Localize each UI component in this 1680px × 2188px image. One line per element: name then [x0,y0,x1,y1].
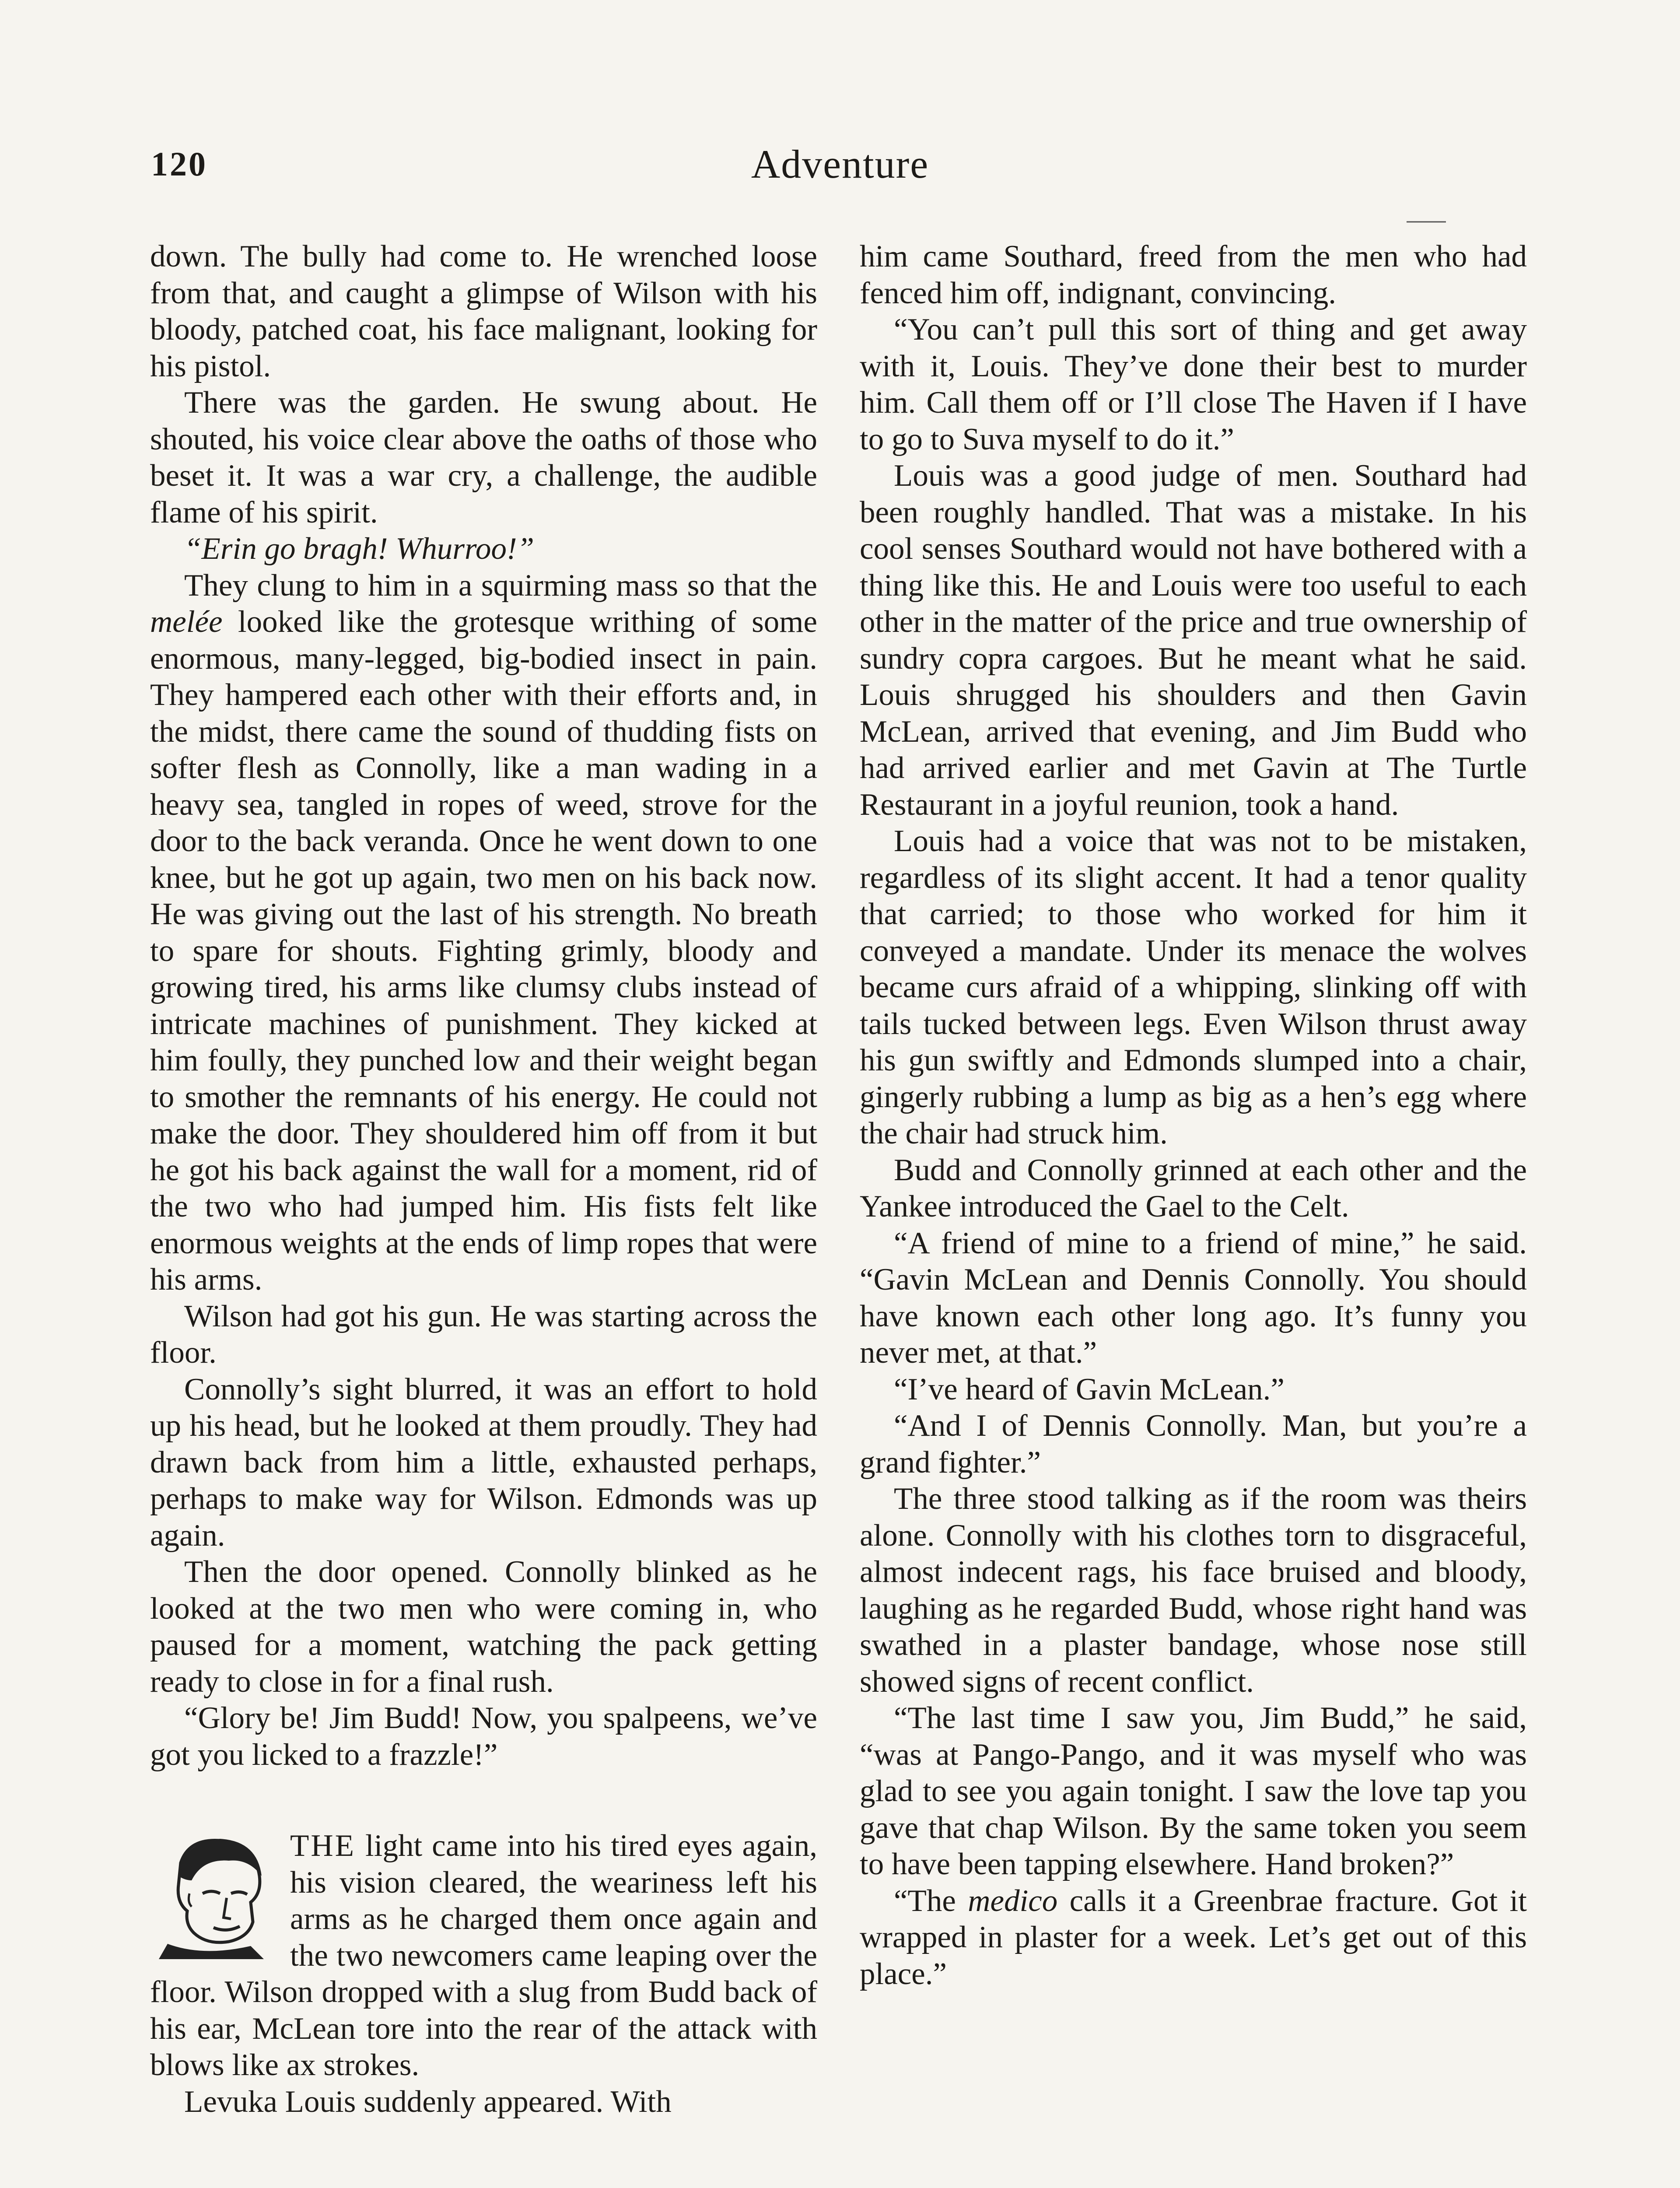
paragraph: The three stood talking as if the room was theirs alone. Connolly with his clothes torn to disgraceful, almost indecent rags, his face bruised and bloody, laughing as he regarded Budd, whose right hand was swathed in a plaster bandage, whose nose still showed signs of recent conflict. [860,1482,1527,1699]
paragraph: him came Southard, freed from the men who had fenced him off, indignant, convincing. [860,239,1527,310]
paragraph: Then the door opened. Connolly blinked as he looked at the two men who were coming in, who paused for a moment, watching the pack getting ready to close in for a final rush. [150,1555,817,1699]
drop-cap-word: THE [290,1829,356,1863]
paragraph: “The last time I saw you, Jim Budd,” he said, “was at Pango-Pango, and it was myself who was glad to see you again tonight. I saw the love tap you gave that chap Wilson. By the same token you seem to have been tapping elsewhere. Hand broken?” [860,1701,1527,1881]
paragraph: Wilson had got his gun. He was starting across the floor. [150,1299,817,1370]
paragraph: “I’ve heard of Gavin McLean.” [894,1372,1284,1406]
paragraph: “You can’t pull this sort of thing and get away with it, Louis. They’ve done their best to murder him. Call them off or I’ll close The Haven if I have to go to Suva myself to do it.” [860,312,1527,456]
section-opening-paragraph: THE light came into his tired eyes again, his vision cleared, the weariness left his arms as he charged them once again and the two newcomers came leaping over the floor. Wilson dropped with a slug from Budd back of his ear, McLean tore into the rear of the attack with blows like ax strokes. [150,1829,817,2082]
italic-word: medico [968,1883,1058,1918]
left-column [150,238,817,2120]
paragraph: “The medico calls it a Greenbrae fracture. Got it wrapped in plaster for a week. Let’s get out of this place.” [860,1883,1527,1991]
battle-cry: “Erin go bragh! Whurroo!” [184,532,535,566]
paragraph: Louis was a good judge of men. Southard had been roughly handled. That was a mistake. In his cool senses Southard would not have bothered with a thing like this. He and Louis were too useful to each other in the matter of the price and true ownership of sundry copra cargoes. But he meant what he said. Louis shrugged his shoulders and then Gavin McLean, arrived that evening, and Jim Budd who had arrived earlier and met Gavin at The Turtle Restaurant in a joyful reunion, took a hand. [860,459,1527,822]
paragraph: “And I of Dennis Connolly. Man, but you’re a grand fighter.” [860,1409,1527,1480]
right-column [860,238,1527,1992]
portrait-illustration [150,1828,281,1964]
paragraph: down. The bully had come to. He wrenched loose from that, and caught a glimpse of Wilson with his bloody, patched coat, his face malignant, looking for his pistol. [150,239,817,383]
paragraph: Budd and Connolly grinned at each other and the Yankee introduced the Gael to the Celt. [860,1153,1527,1224]
paragraph: There was the garden. He swung about. He shouted, his voice clear above the oaths of those who beset it. It was a war cry, a challenge, the audible flame of his spirit. [150,386,817,529]
paragraph [150,531,817,568]
paragraph: “A friend of mine to a friend of mine,” he said. “Gavin McLean and Dennis Connolly. You should have known each other long ago. It’s funny you never met, at that.” [860,1226,1527,1370]
paragraph: Louis had a voice that was not to be mistaken, regardless of its slight accent. It had a tenor quality that carried; to those who worked for him it conveyed a mandate. Under its menace the wolves became curs afraid of a whipping, slinking off with tails tucked between legs. Even Wilson thrust away his gun swiftly and Edmonds slumped into a chair, gingerly rubbing a lump as big as a hen’s egg where the chair had struck him. [860,824,1527,1150]
paragraph: They clung to him in a squirming mass so that the melée looked like the grotesque writhing of some enormous, many-legged, big-bodied insect in pain. They hampered each other with their efforts and, in the midst, there came the sound of thudding fists on softer flesh as Connolly, like a man wading in a heavy sea, tangled in ropes of weed, strove for the door to the back veranda. Once he went down to one knee, but he got up again, two men on his back now. He was giving out the last of his strength. No breath to spare for shouts. Fighting grimly, bloody and growing tired, his arms like clumsy clubs instead of intricate machines of punishment. They kicked at him foully, they punched low and their weight began to smother the remnants of his energy. He could not make the door. They shouldered him off from it but he got his back against the wall for a moment, rid of the two who had jumped him. His fists felt like enormous weights at the ends of limp ropes that were his arms. [150,568,817,1297]
magazine-title: Adventure [751,142,929,186]
page-number: 120 [151,145,207,183]
paragraph: “Glory be! Jim Budd! Now, you spalpeens, we’ve got you licked to a frazzle!” [150,1701,817,1772]
paragraph: Levuka Louis suddenly appeared. With [184,2084,672,2119]
page-header [151,144,1529,197]
italic-word: melée [150,605,223,639]
paragraph: Connolly’s sight blurred, it was an effort to hold up his head, but he looked at them proudly. They had drawn back from him a little, exhausted perhaps, perhaps to make way for Wilson. Edmonds was up again. [150,1372,817,1553]
stray-ink-mark [1407,221,1446,223]
